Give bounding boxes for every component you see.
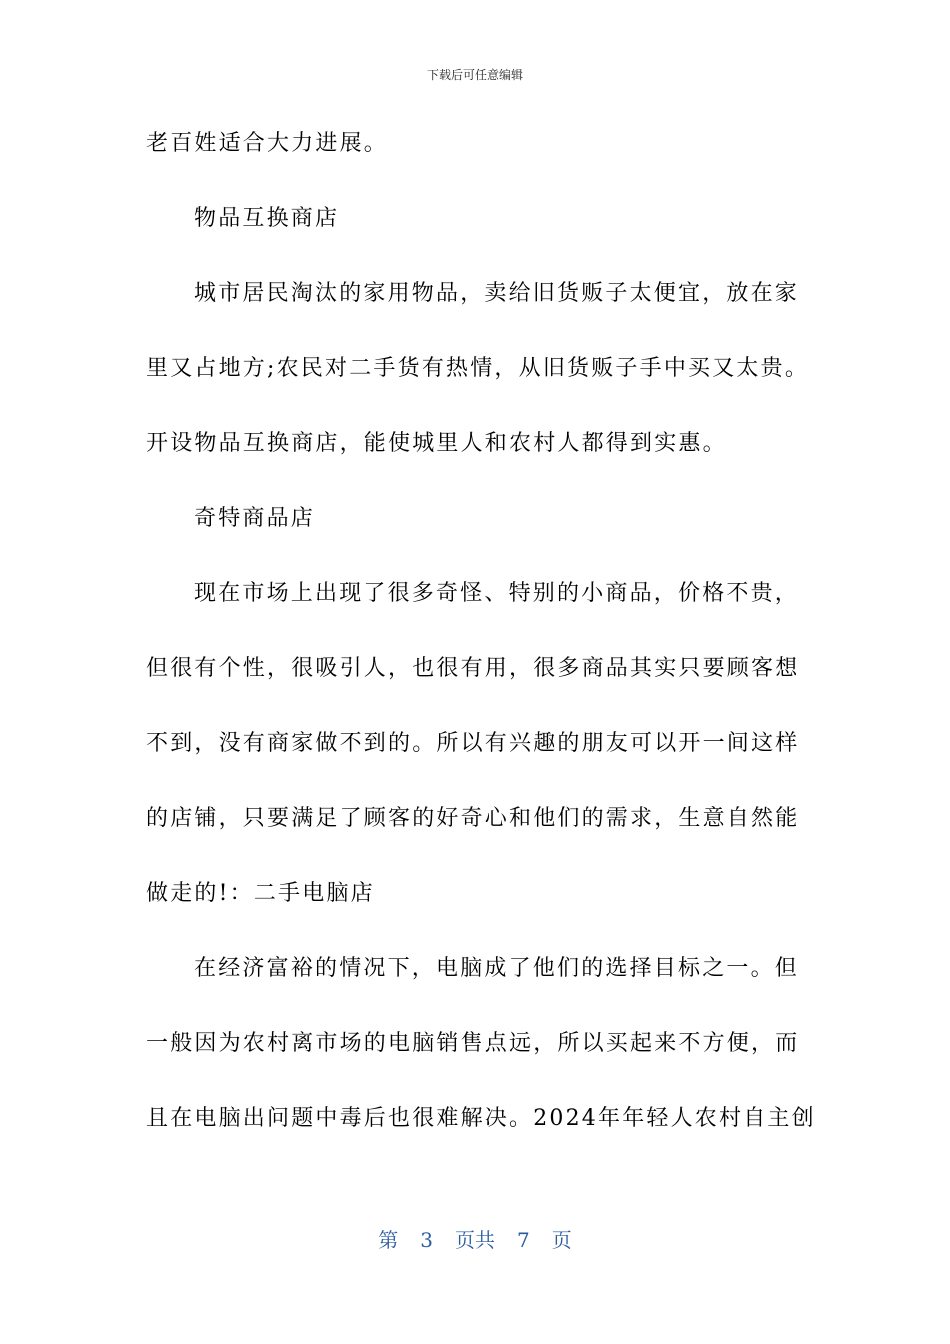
text-line: 不到，没有商家做不到的。所以有兴趣的朋友可以开一间这样 xyxy=(146,731,800,756)
text-line: 但很有个性，很吸引人，也很有用，很多商品其实只要顾客想 xyxy=(146,656,800,681)
section-heading-novelty-store: 奇特商品店 xyxy=(194,506,316,531)
text-line: 一般因为农村离市场的电脑销售点远，所以买起来不方便，而 xyxy=(146,1031,800,1056)
text-line: 做走的!：二手电脑店 xyxy=(146,881,375,906)
page-number: 3 xyxy=(420,1228,433,1252)
total-pages: 7 xyxy=(517,1228,530,1252)
text-line: 里又占地方;农民对二手货有热情，从旧货贩子手中买又太贵。 xyxy=(146,356,810,381)
text-line: 开设物品互换商店，能使城里人和农村人都得到实惠。 xyxy=(146,431,727,456)
text-line: 老百姓适合大力进展。 xyxy=(146,131,389,156)
text-line: 城市居民淘汰的家用物品，卖给旧货贩子太便宜，放在家 xyxy=(194,281,800,306)
text-line: 且在电脑出问题中毒后也很难解决。2024年年轻人农村自主创 xyxy=(146,1106,816,1131)
header-note: 下载后可任意编辑 xyxy=(426,68,523,82)
page-footer xyxy=(0,1224,950,1253)
footer-suffix: 页 xyxy=(551,1228,572,1252)
text-line: 的店铺，只要满足了顾客的好奇心和他们的需求，生意自然能 xyxy=(146,806,800,831)
text-line: 在经济富裕的情况下，电脑成了他们的选择目标之一。但 xyxy=(194,956,800,981)
footer-mid: 页共 xyxy=(455,1228,495,1252)
text-line: 现在市场上出现了很多奇怪、特别的小商品，价格不贵， xyxy=(194,581,800,606)
document-body xyxy=(146,121,816,1171)
footer-prefix: 第 xyxy=(378,1228,399,1252)
section-heading-exchange-store: 物品互换商店 xyxy=(194,206,340,231)
